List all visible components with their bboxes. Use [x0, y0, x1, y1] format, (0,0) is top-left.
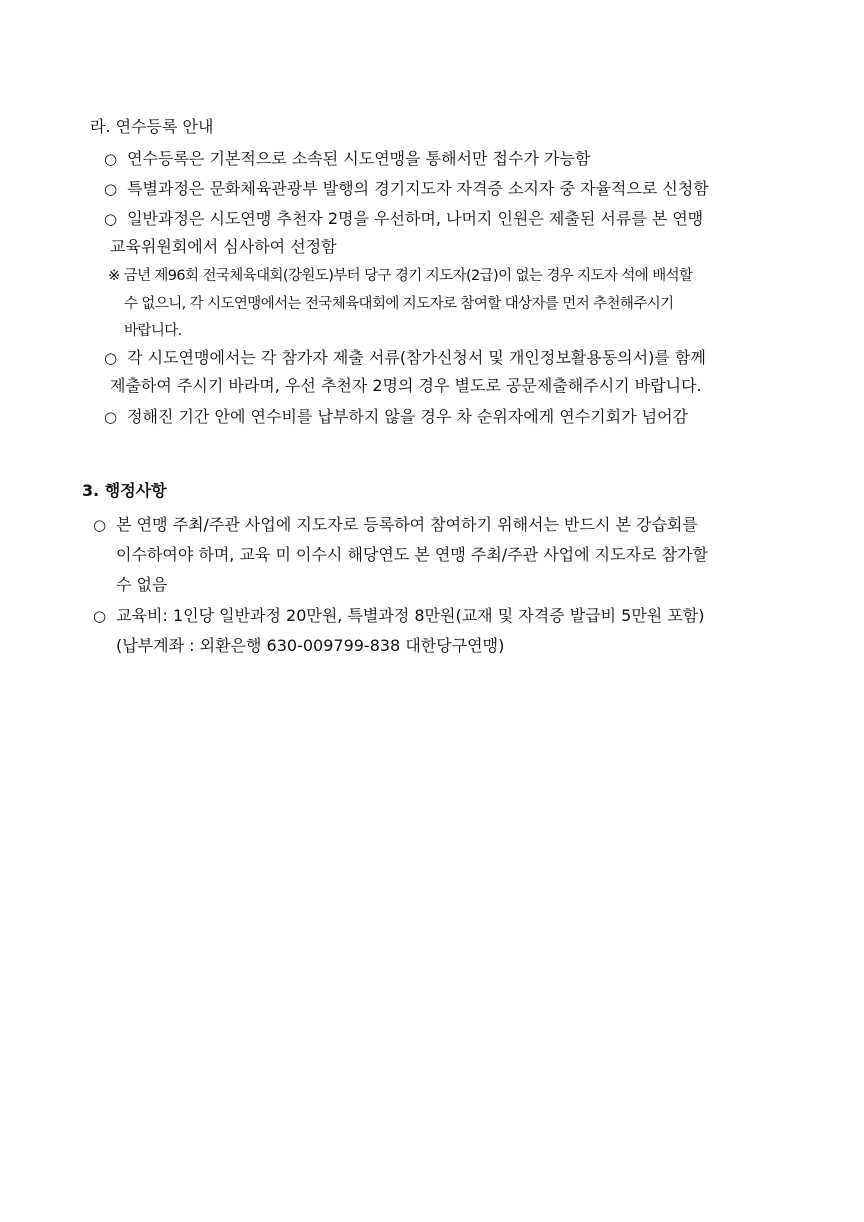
- payment-account-line: (납부계좌 : 외환은행 630-009799-838 대한당구연맹): [116, 636, 505, 655]
- list-item-text: 본 연맹 주최/주관 사업에 지도자로 등록하여 참여하기 위해서는 반드시 본 강습회를: [116, 515, 698, 534]
- list-item-continuation: 교육위원회에서 심사하여 선정함: [110, 237, 337, 256]
- list-item-text: 연수등록은 기본적으로 소속된 시도연맹을 통해서만 접수가 가능함: [127, 149, 591, 168]
- list-item-text: 정해진 기간 안에 연수비를 납부하지 않을 경우 차 순위자에게 연수기회가 넘어감: [127, 407, 689, 426]
- list-item-text: 특별과정은 문화체육관광부 발행의 경기지도자 자격증 소지자 중 자율적으로 신청함: [127, 179, 709, 198]
- list-item-continuation: 이수하여야 하며, 교육 미 이수시 해당연도 본 연맹 주최/주관 사업에 지도자로 참가할: [116, 545, 708, 564]
- note-continuation: 바랍니다.: [124, 323, 182, 339]
- list-item-continuation: 제출하여 주시기 바라며, 우선 추천자 2명의 경우 별도로 공문제출해주시기 바랍니다.: [110, 376, 702, 395]
- bullet-mark: ○: [93, 607, 107, 625]
- bullet-mark: ○: [104, 210, 118, 228]
- list-item: [104, 179, 780, 199]
- bullet-mark: ○: [104, 180, 118, 198]
- list-item: [104, 209, 780, 229]
- section-ra-heading: 라. 연수등록 안내: [90, 117, 214, 136]
- bullet-mark: ○: [104, 150, 118, 168]
- note-line: [108, 266, 692, 286]
- bullet-mark: ○: [93, 516, 107, 534]
- bullet-mark: ○: [104, 349, 118, 367]
- list-item: [104, 149, 780, 169]
- list-item-text: 교육비: 1인당 일반과정 20만원, 특별과정 8만원(교재 및 자격증 발급비 5만원 포함): [116, 606, 705, 625]
- section-3-heading: 3. 행정사항: [82, 481, 167, 500]
- list-item-continuation: 수 없음: [116, 575, 168, 594]
- list-item-text: 각 시도연맹에서는 각 참가자 제출 서류(참가신청서 및 개인정보활용동의서)를 함께: [127, 348, 706, 367]
- note-continuation: 수 없으니, 각 시도연맹에서는 전국체육대회에 지도자로 참여할 대상자를 먼저 추천해주시기: [124, 296, 674, 312]
- list-item: [104, 407, 780, 427]
- list-item-text: 일반과정은 시도연맹 추천자 2명을 우선하며, 나머지 인원은 제출된 서류를 본 연맹: [127, 209, 704, 228]
- list-item: [104, 348, 780, 368]
- bullet-mark: ○: [104, 408, 118, 426]
- note-mark: ※: [108, 268, 120, 284]
- list-item: [93, 606, 781, 626]
- list-item: [93, 515, 781, 535]
- note-text: 금년 제96회 전국체육대회(강원도)부터 당구 경기 지도자(2급)이 없는 경우 지도자 석에 배석할: [123, 268, 693, 284]
